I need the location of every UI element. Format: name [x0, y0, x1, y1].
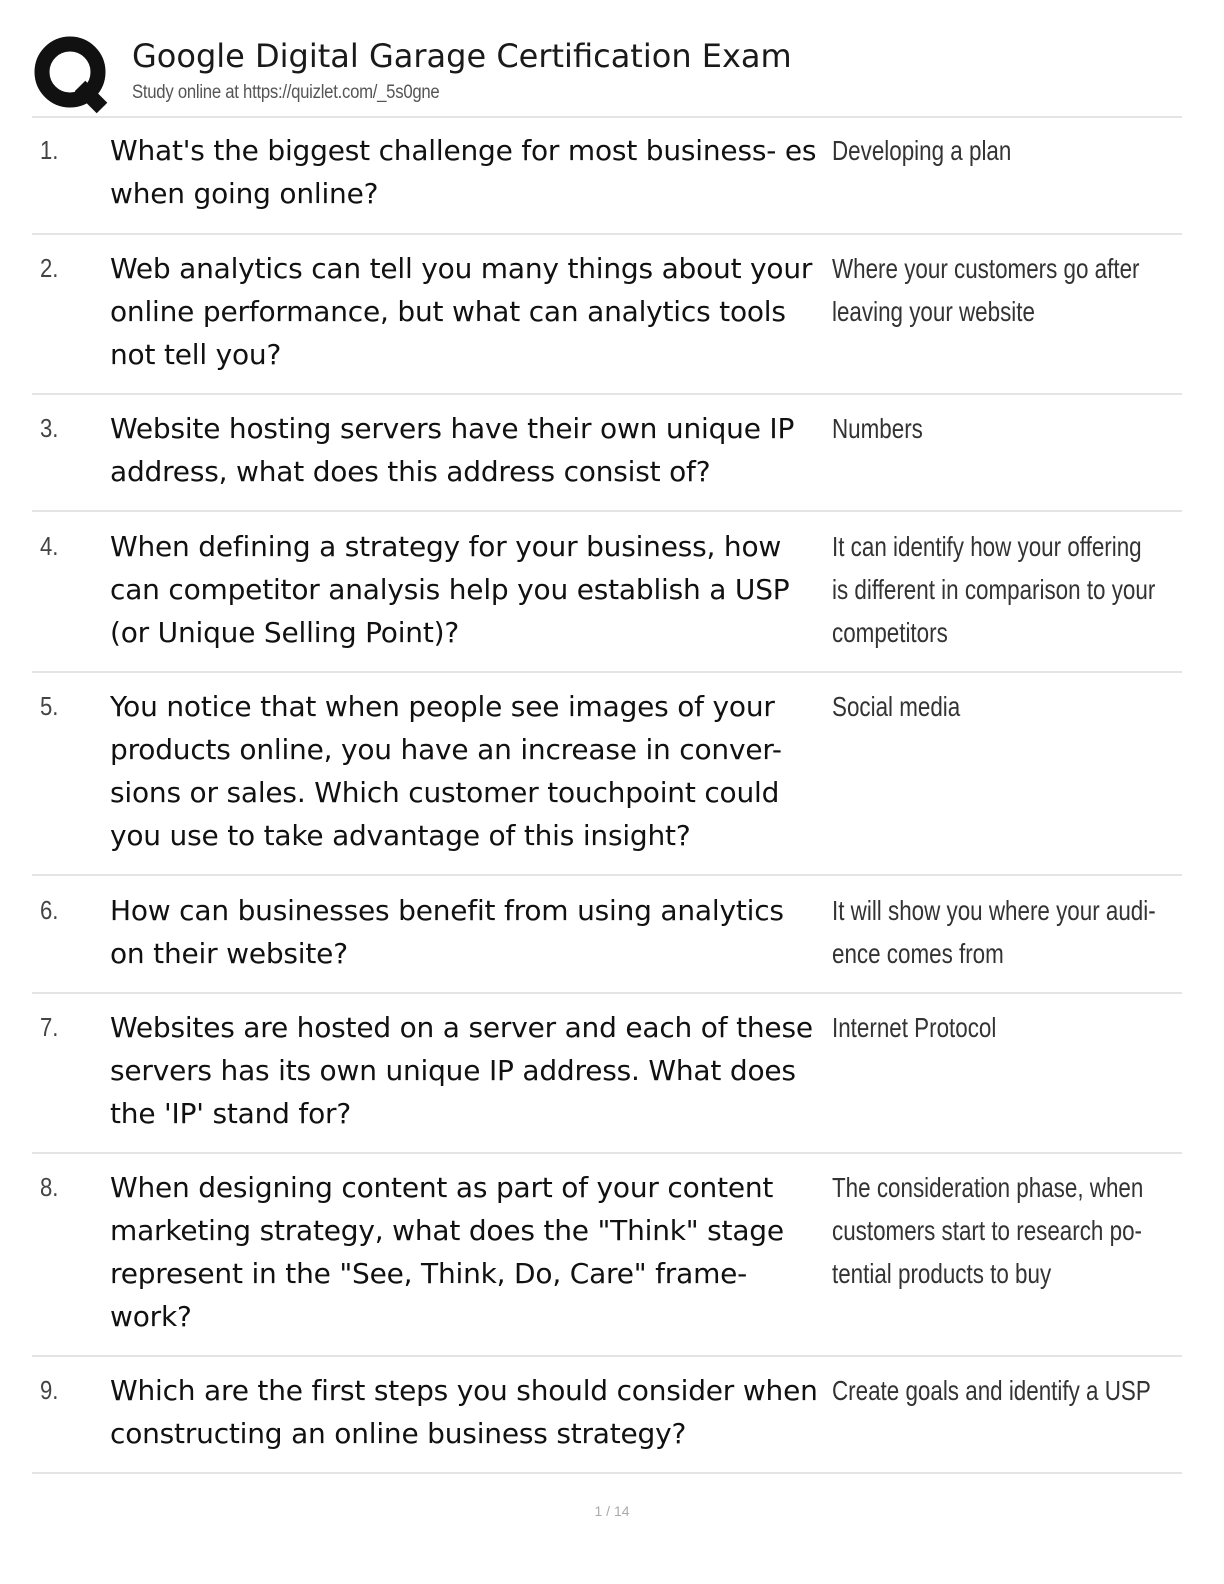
study-online-link-text[interactable]: Study online at https://quizlet.com/_5s0gne — [132, 82, 440, 103]
divider — [32, 233, 1182, 235]
divider — [32, 393, 1182, 395]
question-text: Website hosting servers have their own unique IP address, what does this address consist of? — [110, 412, 795, 488]
divider — [32, 116, 1182, 118]
item-number: 2. — [40, 253, 59, 283]
divider — [32, 992, 1182, 994]
item-number: 8. — [40, 1172, 59, 1202]
quizlet-logo-icon — [32, 34, 112, 114]
answer-text: Create goals and identify a USP — [832, 1375, 1151, 1406]
question-text: When defining a strategy for your business, how can competitor analysis help you establish a USP (or Unique Selling Point)? — [110, 530, 790, 649]
page-header — [32, 32, 1182, 116]
answer-text: Where your customers go after leaving your website — [832, 253, 1140, 327]
item-number: 5. — [40, 691, 59, 721]
divider — [32, 1152, 1182, 1154]
answer-text: It can identify how your offering is different in comparison to your competitors — [832, 531, 1156, 648]
item-number: 3. — [40, 413, 59, 443]
answer-text: It will show you where your audi- ence comes from — [832, 895, 1156, 969]
item-number: 9. — [40, 1375, 59, 1405]
answer-text: Numbers — [832, 413, 923, 444]
question-text: Which are the first steps you should consider when constructing an online business strategy? — [110, 1374, 818, 1450]
item-number: 6. — [40, 895, 59, 925]
divider — [32, 671, 1182, 673]
question-text: What's the biggest challenge for most business- es when going online? — [110, 134, 817, 210]
document-title: Google Digital Garage Certification Exam — [132, 37, 792, 75]
item-number: 7. — [40, 1012, 59, 1042]
divider — [32, 1472, 1182, 1474]
question-text: When designing content as part of your content marketing strategy, what does the "Think" stage represent in the "See, Think, Do, Care" frame- work? — [110, 1171, 784, 1333]
question-text: Web analytics can tell you many things about your online performance, but what can analytics tools not tell you? — [110, 252, 813, 371]
divider — [32, 874, 1182, 876]
page-number: 1 / 14 — [594, 1503, 630, 1519]
answer-text: Developing a plan — [832, 135, 1012, 166]
divider — [32, 1355, 1182, 1357]
item-number: 4. — [40, 531, 59, 561]
answer-text: Internet Protocol — [832, 1012, 997, 1043]
item-number: 1. — [40, 135, 59, 165]
question-text: Websites are hosted on a server and each of these servers has its own unique IP address. What does the 'IP' stand for? — [110, 1011, 813, 1130]
answer-text: Social media — [832, 691, 961, 722]
divider — [32, 510, 1182, 512]
question-text: You notice that when people see images of your products online, you have an increase in conver- sions or sales. Which customer touchpoint could you use to take advantage of this insight? — [110, 690, 782, 852]
question-text: How can businesses benefit from using analytics on their website? — [110, 894, 784, 970]
answer-text: The consideration phase, when customers start to research po- tential products to buy — [832, 1172, 1144, 1289]
